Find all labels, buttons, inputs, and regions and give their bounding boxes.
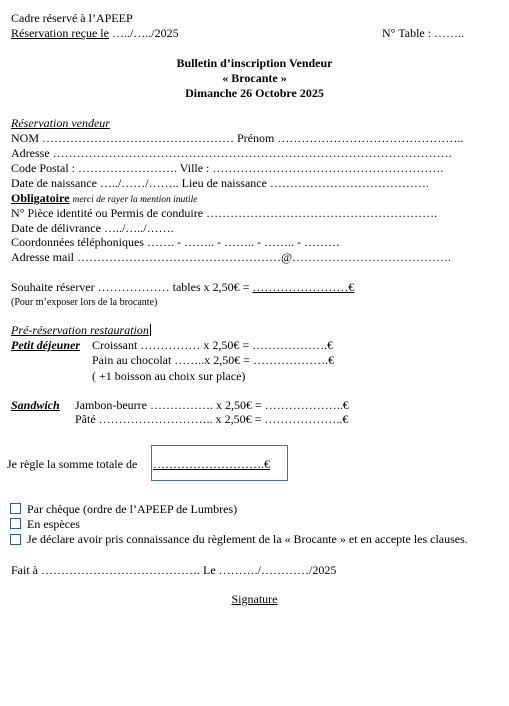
- signature-label: Signature: [231, 592, 278, 606]
- tables-line: [11, 280, 354, 294]
- tables-total[interactable]: ……………………€: [252, 280, 355, 294]
- declaration-label: Je déclare avoir pris connaissance du règlement de la « Brocante » et en accepte les clauses.: [27, 532, 468, 546]
- mention-note: merci de rayer la mention inutile: [72, 195, 198, 205]
- mail-field[interactable]: Adresse mail ……………………………………………@………………………………….: [11, 250, 452, 264]
- resto-section-text: Pré-réservation restauration: [11, 323, 149, 337]
- tables-field[interactable]: Souhaite réserver ……………… tables x 2,50€ =: [11, 280, 253, 294]
- resto-section-title: [11, 323, 151, 337]
- received-date: …../…../2025: [108, 26, 179, 40]
- code-postal-field[interactable]: Code Postal : ……………………. Ville : ………………………………………………….: [11, 161, 444, 175]
- delivrance-field[interactable]: Date de délivrance …../…../…….: [11, 221, 174, 235]
- reserved-label: Cadre réservé à l’APEEP: [11, 11, 133, 25]
- obligatoire-line: [11, 191, 197, 207]
- table-number: N° Table : ……..: [382, 26, 465, 40]
- received-label: Réservation reçue le: [11, 26, 109, 40]
- event-date: Dimanche 26 Octobre 2025: [185, 86, 324, 100]
- cheque-checkbox[interactable]: [10, 503, 21, 514]
- text-cursor: [150, 324, 151, 336]
- naissance-field[interactable]: Date de naissance …../……/…….. Lieu de naissance ………………………………….: [11, 176, 429, 190]
- form-subtitle: « Brocante »: [222, 71, 287, 85]
- tables-note: (Pour m’exposer lors de la brocante): [11, 297, 158, 308]
- obligatoire-label: Obligatoire: [11, 191, 70, 205]
- especes-label: En espèces: [27, 517, 80, 531]
- pain-chocolat-field[interactable]: Pain au chocolat ……..x 2,50€ = ……………….€: [92, 353, 335, 367]
- boisson-note: ( +1 boisson au choix sur place): [92, 369, 246, 383]
- petit-dejeuner-label: Petit déjeuner: [11, 338, 80, 352]
- vendor-section-title: Réservation vendeur: [11, 116, 110, 130]
- total-value[interactable]: ……………………….€: [153, 457, 270, 471]
- croissant-field[interactable]: Croissant …………… x 2,50€ = ……………….€: [92, 338, 334, 352]
- total-label: Je règle la somme totale de: [7, 457, 138, 471]
- nom-field[interactable]: NOM ………………………………………… Prénom ………………………………………..: [11, 131, 464, 145]
- pate-field[interactable]: Pâté ……………………….. x 2,50€ = ………………..€: [75, 412, 349, 426]
- especes-checkbox[interactable]: [10, 518, 21, 529]
- received-line: [11, 26, 179, 40]
- sandwich-label: Sandwich: [11, 398, 60, 412]
- telephone-field[interactable]: Coordonnées téléphoniques ……. - …….. - …….. - …….. - ………: [11, 235, 340, 249]
- cheque-label: Par chèque (ordre de l’APEEP de Lumbres): [27, 502, 238, 516]
- fait-a-field[interactable]: Fait à …………………………………. Le ………./…………/2025: [11, 563, 337, 577]
- jambon-beurre-field[interactable]: Jambon-beurre ……………. x 2,50€ = ………………..€: [75, 398, 349, 412]
- piece-identite-field[interactable]: N° Pièce identité ou Permis de conduire ………………………………………………….: [11, 206, 438, 220]
- declaration-checkbox[interactable]: [10, 534, 21, 545]
- adresse-field[interactable]: Adresse ……………………………………………………………………………………….: [11, 146, 452, 160]
- form-title: Bulletin d’inscription Vendeur: [176, 56, 333, 70]
